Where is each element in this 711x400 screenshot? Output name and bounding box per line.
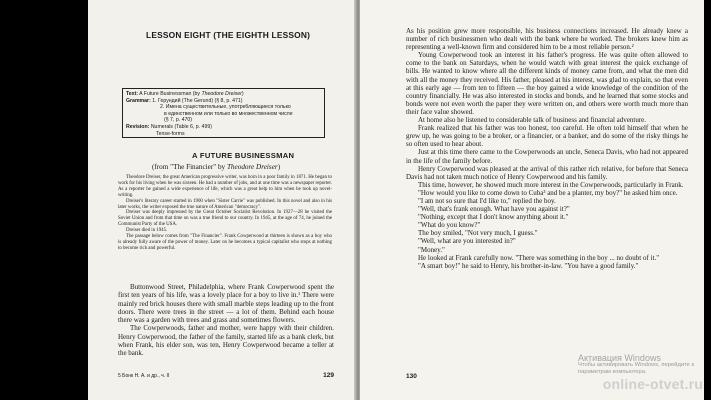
lesson-title: LESSON EIGHT (THE EIGHTH LESSON)	[146, 30, 311, 40]
story-paragraph: Buttonwood Street, Philadelphia, where Frank Cowperwood spent the first ten years of his life, was a lovely place for a boy to live in.¹ There were mainly red brick houses there with small marble steps leading up to the front doors. There were trees in the street — a lot of them. Behind each house there was a garden with trees and grass and sometimes flowers.	[118, 283, 334, 325]
page-number: 130	[406, 373, 417, 380]
lesson-info-box: Text: A Future Businessman (by Theodore Dreiser) Grammar: 1. Герундий (The Gerund) (§ 8, р. 471) 2. Имена существительные, употребляющиеся только в единственном или только во множественном числе (§ 7, р. 470) Revision: Numerals (Table 6, p. 499) Tense-forms	[122, 88, 325, 138]
print-signature: 5 Бонк Н. А. и др., ч. II	[118, 373, 170, 379]
story-paragraph: "Money."	[418, 245, 445, 254]
left-page	[88, 0, 356, 400]
intro-paragraph: Theodore Dreiser, the great American progressive writer, was born in a poor family in 1871. He began to work for his living when he was sixteen. He had a number of jobs, and at one time was a newspaper reporter. As a reporter he gained a wide experience of life, which was a great help to him when he took up novel-writing.	[118, 175, 332, 198]
grammar-line: 2. Имена существительные, употребляющиеся только	[160, 104, 291, 111]
story-paragraph: "Well, that's frank enough. What have you against it?"	[418, 205, 570, 214]
revision-line: Numerals (Table 6, p. 499)	[150, 123, 212, 130]
story-paragraph: Just at this time there came to the Cowperwoods an uncle, Seneca Davis, who had not appeared in the life of the family before.	[406, 148, 688, 165]
author-intro	[118, 175, 332, 252]
story-text-left	[118, 283, 334, 358]
story-paragraph: "I am not so sure that I'd like to," replied the boy.	[418, 196, 556, 205]
revision-label: Revision:	[126, 123, 150, 130]
story-paragraph: This time, however, he showed much more interest in the Cowperwoods, particularly in Frank.	[418, 180, 684, 189]
story-paragraph: As his position grew more responsible, his business connections increased. He already knew a number of rich businessmen who dealt with the bank where he worked. The brokers knew him as representing a well-known firm and considered him to be a most reliable person.²	[406, 27, 688, 52]
story-paragraph: "How would you like to come down to Cuba³ and be a planter, my boy?" he asked him once.	[418, 188, 678, 197]
story-paragraph: "Well, what are you interested in?"	[418, 237, 516, 246]
windows-activation-watermark	[578, 355, 694, 376]
text-author: Theodore Dreiser	[201, 91, 242, 97]
grammar-line: 1. Герундий (The Gerund) (§ 8, р. 471)	[152, 97, 243, 104]
revision-line: Tense-forms	[156, 130, 185, 137]
watermark-line: Чтобы активировать Windows, перейдите к	[578, 362, 695, 368]
intro-paragraph: Dreiser was deeply impressed by the Great October Socialist Revolution. In 1927—28 he visited the Soviet Union and from that time on was a true friend to our country. In 1945, at the age of 74, he joined the Communist Party of the USA.	[118, 210, 332, 228]
story-paragraph: Frank realized that his father was too honest, too careful. He often told himself that when he grew up, he was going to be a broker, or a financier, or a banker, and do some of the risky things he so often used to hear about.	[406, 124, 688, 149]
story-paragraph: The Cowperwoods, father and mother, were happy with their children. Henry Cowperwood, the father of the family, started life as a bank clerk, but when Frank, his elder son, was ten, Henry Cowperwood became a teller at the bank.	[118, 324, 334, 358]
story-paragraph: "Nothing, except that I don't know anything about it."	[418, 213, 569, 222]
story-paragraph: Henry Cowperwood was pleased at the arrival of this rather rich relative, for before that Seneca Davis had not taken much notice of Henry Cowperwood and his family.	[406, 164, 688, 181]
story-paragraph: "What do you know?"	[418, 221, 481, 230]
text-label: Text:	[126, 91, 139, 97]
watermark-line: параметрам компьютера.	[578, 369, 647, 375]
story-subtitle: (from "The Financier" by Theodore Dreiser)	[152, 163, 281, 171]
text-value: A Future Businessman (by	[139, 91, 202, 97]
intro-paragraph: The passage below comes from "The Financier". Frank Cowperwood at thirteen is shown as a boy who is already fully aware of the power of money. Later on he becomes a typical capitalist who stops at nothing to become rich and powerful.	[118, 234, 332, 251]
site-watermark: online-otvet.ru	[602, 376, 703, 392]
story-paragraph: Young Cowperwood took an interest in his father's progress. He was quite often allowed to come to the bank on Saturdays, when he would watch with great interest the quick exchange of bills. He wanted to know where all the different kinds of money came from, and what the men did with all the money they received. His father, pleased at his interest, was glad to explain, so that even at this early age — from ten to fifteen — the boy gained a wide knowledge of the condition of the country financially. He was also interested in stocks and bonds, and he learned that some stocks and bonds were not even worth the paper they were written on, and others were worth much more than their face value showed.	[406, 51, 688, 116]
story-paragraph: The boy smiled, "Not very much, I guess."	[418, 229, 538, 238]
page-number: 129	[323, 372, 334, 379]
watermark-title: Активация Windows	[578, 353, 661, 363]
intro-paragraph: Dreiser died in 1945.	[126, 228, 168, 234]
story-author: Theodore Dreiser	[226, 163, 278, 171]
grammar-line: в единственном или только во множественном числе	[164, 110, 293, 117]
story-title: A FUTURE BUSINESSMAN	[192, 151, 295, 160]
story-paragraph: "A smart boy!" he said to Henry, his brother-in-law. "You have a good family."	[418, 261, 639, 270]
grammar-label: Grammar:	[126, 97, 151, 104]
story-text-right	[406, 27, 688, 270]
grammar-line: (§ 7, р. 470)	[164, 117, 192, 124]
story-paragraph: At home also he listened to considerable talk of business and financial adventure.	[418, 116, 647, 125]
story-paragraph: He looked at Frank carefully now. "There was something in the boy ... no doubt of it."	[418, 253, 660, 262]
right-page	[360, 0, 704, 400]
intro-paragraph: Dreiser's literary career started in 1900 when "Sister Carrie" was published. In this novel and also in his later works, the writer exposed the true nature of American "democracy".	[118, 198, 332, 210]
